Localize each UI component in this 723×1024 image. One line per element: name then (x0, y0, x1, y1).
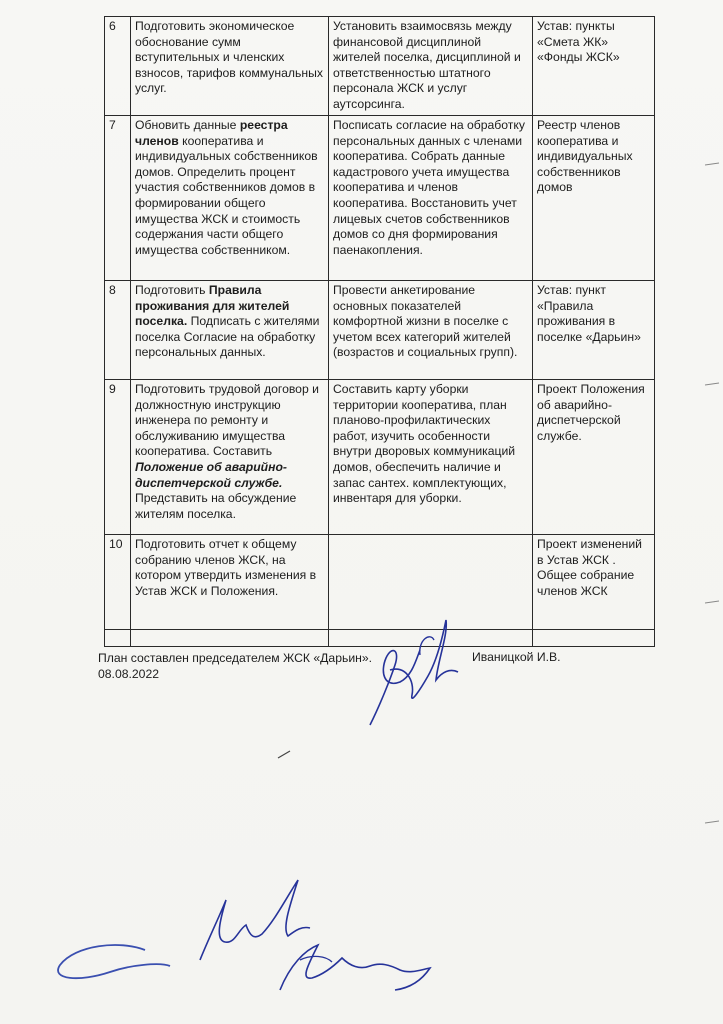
row-number: 6 (105, 17, 131, 116)
signer-name: Иваницкой И.В. (472, 650, 561, 664)
result-cell: Проект Положения об аварийно-диспетчерской службе. (533, 380, 655, 535)
edge-mark (704, 598, 720, 606)
task-text: Подготовить экономическое обоснование сумм вступительных и членских взносов, тарифов коммунальных услуг. (135, 19, 323, 96)
actions-cell: Составить карту уборки территории кооператива, план планово-профилактических работ, изучить особенности внутри дворовых коммуникаций домов, обеспечить наличие и запас сантех. комплектующих, инвентаря для уборки. (329, 380, 533, 535)
task-cell (131, 380, 329, 535)
empty-cell (329, 630, 533, 647)
task-cell (131, 116, 329, 281)
actions-cell: Установить взаимосвязь между финансовой дисциплиной жителей поселка, дисциплиной и ответственностью штатного персонала ЖСК и услуг аутсорсинга. (329, 17, 533, 116)
task-cell (131, 281, 329, 380)
table-row (105, 281, 655, 380)
table-row (105, 17, 655, 116)
row-number: 10 (105, 535, 131, 630)
task-text: Представить на обсуждение жителям поселка. (135, 491, 297, 521)
task-text: Подписать с жителями поселка Согласие на обработку персональных данных. (135, 314, 320, 360)
result-cell: Реестр членов кооператива и индивидуальных собственников домов (533, 116, 655, 281)
author-note: План составлен председателем ЖСК «Дарьин». (98, 651, 373, 665)
result-cell: Устав: пункт «Правила проживания в поселке «Дарьин» (533, 281, 655, 380)
task-text: Обновить данные (135, 118, 240, 132)
signatures-bottom (50, 870, 470, 1010)
footer-note (98, 650, 372, 682)
empty-cell (105, 630, 131, 647)
empty-cell (533, 630, 655, 647)
task-text: Подготовить (135, 283, 209, 297)
row-number: 8 (105, 281, 131, 380)
task-cell (131, 17, 329, 116)
plan-table (104, 16, 655, 647)
task-text: кооператива и индивидуальных собственников домов. Определить процент участия собственников домов в формировании общего имущества ЖСК и стоимость содержания части общего имущества собственником. (135, 133, 318, 257)
task-text-bold: Правила проживания для жителей поселка. (135, 283, 290, 329)
table-row (105, 380, 655, 535)
result-cell: Проект изменений в Устав ЖСК . Общее собрание членов ЖСК (533, 535, 655, 630)
result-cell: Устав: пункты «Смета ЖК» «Фонды ЖСК» (533, 17, 655, 116)
task-cell (131, 535, 329, 630)
table-row (105, 535, 655, 630)
actions-cell: Провести анкетирование основных показателей комфортной жизни в поселке с учетом всех категорий жителей (возрастов и социальных групп). (329, 281, 533, 380)
empty-cell (131, 630, 329, 647)
row-number: 7 (105, 116, 131, 281)
actions-cell (329, 535, 533, 630)
table-row-empty (105, 630, 655, 647)
task-text-bold-italic: Положение об аварийно-диспетчерской службе. (135, 459, 287, 490)
edge-mark (704, 380, 720, 388)
pen-mark (276, 748, 292, 760)
task-text-bold: реестра членов (135, 118, 288, 148)
task-text: Подготовить отчет к общему собранию членов ЖСК, на котором утвердить изменения в Устав ЖСК и Положения. (135, 537, 317, 598)
actions-cell: Посписать согласие на обработку персональных данных с членами кооператива. Собрать данные кадастрового учета имущества кооператива и членов кооператива. Восстановить учет лицевых счетов собственников домов со дня формирования паенакопления. (329, 116, 533, 281)
document-date: 08.08.2022 (98, 667, 159, 681)
row-number: 9 (105, 380, 131, 535)
task-text: Подготовить трудовой договор и должностную инструкцию инженера по ремонту и обслуживанию имущества кооператива. Составить (135, 382, 319, 459)
edge-mark (704, 818, 720, 826)
edge-mark (704, 160, 720, 168)
table-row (105, 116, 655, 281)
